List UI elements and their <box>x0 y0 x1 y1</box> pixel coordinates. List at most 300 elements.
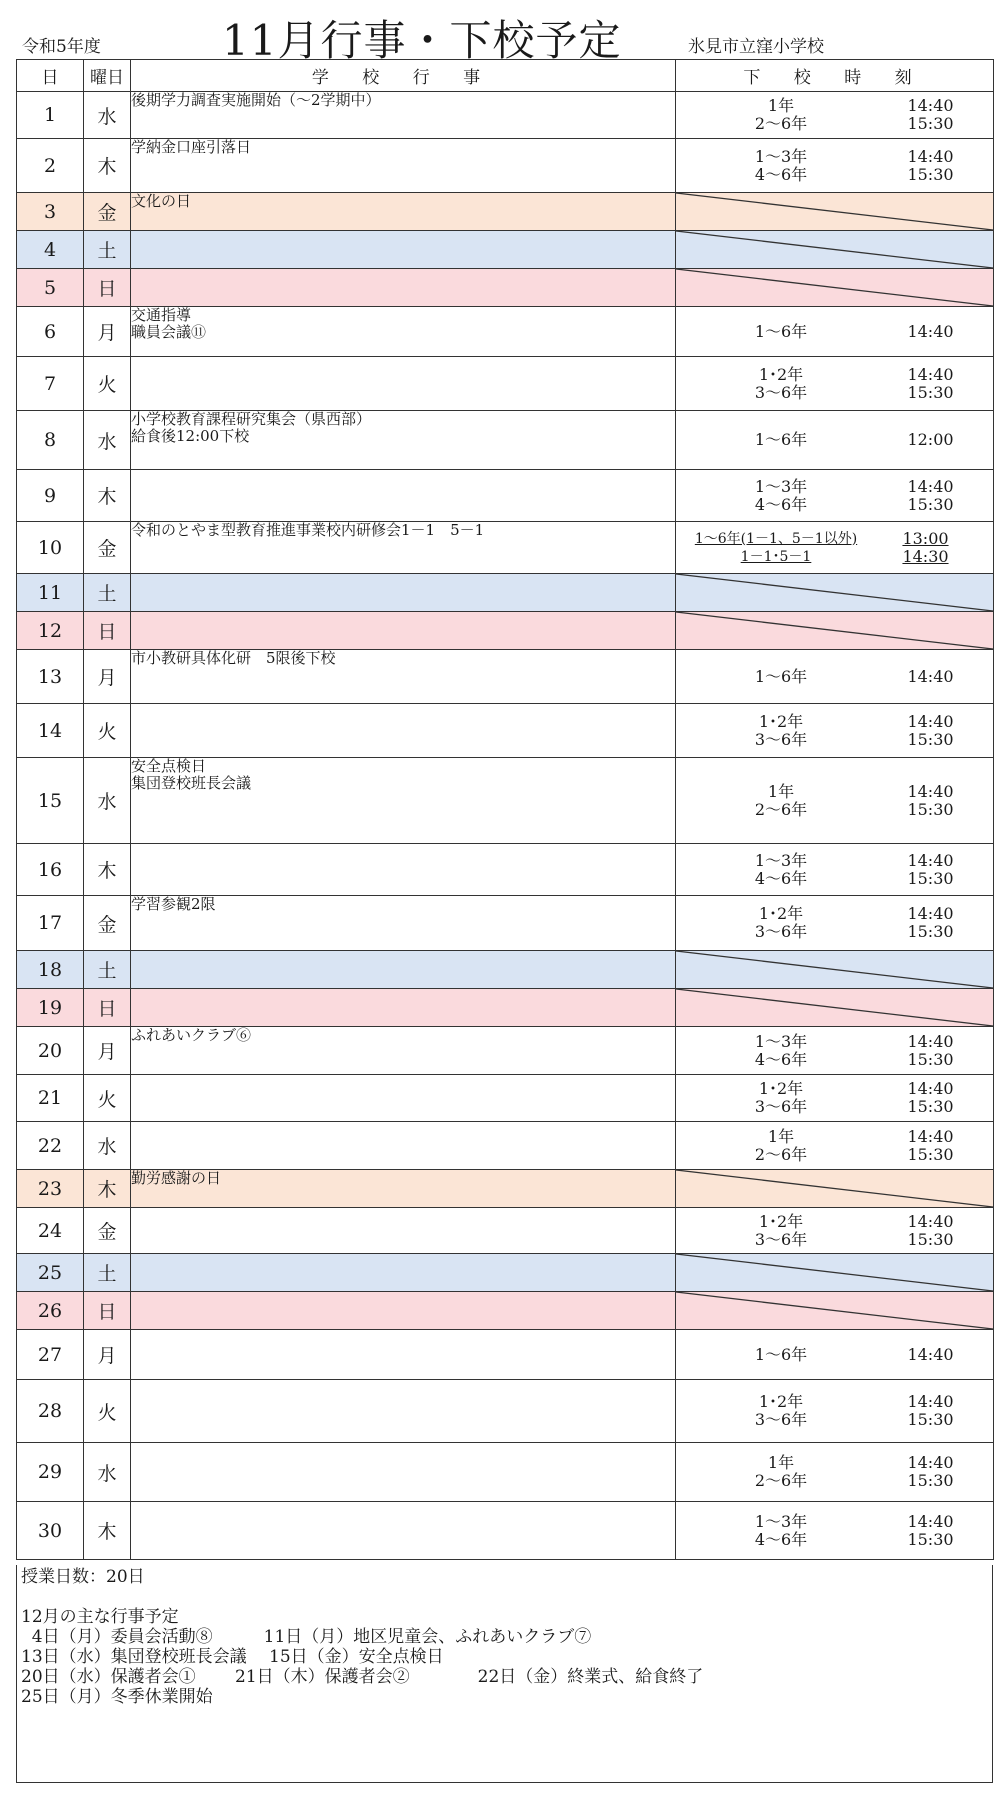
weekday: 月 <box>84 1330 131 1380</box>
dismissal-line <box>676 713 993 731</box>
dismissal-time-cell <box>676 704 994 758</box>
dismissal-time-cell <box>676 307 994 357</box>
dismissal-line <box>676 323 993 341</box>
time-value: 15:30 <box>907 494 954 514</box>
dismissal-time-cell <box>676 650 994 704</box>
table-row <box>17 951 994 989</box>
weekday: 土 <box>84 574 131 612</box>
table-row <box>17 193 994 231</box>
school-event-cell <box>131 470 676 522</box>
day-number: 5 <box>17 269 84 307</box>
dismissal-line <box>676 801 993 819</box>
no-school-slash <box>676 1292 993 1329</box>
grade-label: 1年 <box>767 96 795 115</box>
weekday: 水 <box>84 1122 131 1170</box>
event-text: 小学校教育課程研究集会（県西部） <box>131 410 372 428</box>
table-row <box>17 139 994 193</box>
school-event-cell <box>131 92 676 139</box>
dismissal-line <box>676 1128 993 1146</box>
next-month-item: 20日（水）保護者会① 21日（木）保護者会② 22日（金）終業式、給食終了 <box>21 1667 704 1687</box>
dismissal-line <box>676 530 993 548</box>
dismissal-line <box>676 431 993 449</box>
day-number: 27 <box>17 1330 84 1380</box>
dismissal-time-cell <box>676 1502 994 1560</box>
dismissal-time-cell <box>676 1254 994 1292</box>
dismissal-time-cell <box>676 951 994 989</box>
weekday: 日 <box>84 269 131 307</box>
time-value: 14:40 <box>907 850 954 870</box>
grade-label: 4～6年 <box>754 1049 808 1069</box>
next-month-item: 4日（月）委員会活動⑧ 11日（月）地区児童会、ふれあいクラブ⑦ <box>21 1627 592 1647</box>
column-header-dismissal-time: 下 校 時 刻 <box>676 60 994 92</box>
time-value: 14:40 <box>907 146 954 166</box>
dismissal-time-cell <box>676 357 994 411</box>
grade-label: 1年 <box>767 781 795 801</box>
no-school-slash <box>676 231 993 268</box>
dismissal-time-cell <box>676 1170 994 1208</box>
day-number: 4 <box>17 231 84 269</box>
weekday: 金 <box>84 896 131 951</box>
school-name: 氷見市立窪小学校 <box>688 37 824 57</box>
weekday: 木 <box>84 1502 131 1560</box>
weekday: 月 <box>84 1027 131 1075</box>
dismissal-line <box>676 1531 993 1549</box>
dismissal-line <box>676 1513 993 1531</box>
no-school-slash <box>676 1254 993 1291</box>
weekday: 土 <box>84 231 131 269</box>
school-event-cell <box>131 1502 676 1560</box>
day-number: 18 <box>17 951 84 989</box>
dismissal-line <box>676 496 993 514</box>
dismissal-line <box>676 668 993 686</box>
weekday: 金 <box>84 522 131 574</box>
table-row <box>17 612 994 650</box>
weekday: 月 <box>84 307 131 357</box>
table-row <box>17 307 994 357</box>
school-event-cell <box>131 1075 676 1122</box>
table-row <box>17 1027 994 1075</box>
grade-label: 4～6年 <box>754 494 808 514</box>
grade-label: 1年 <box>767 1126 795 1146</box>
dismissal-time-cell <box>676 1208 994 1254</box>
grade-label: 1･2年 <box>758 711 804 731</box>
table-row <box>17 1380 994 1443</box>
time-value: 14:40 <box>907 1031 954 1051</box>
event-text: 安全点検日 <box>131 757 207 775</box>
no-school-slash <box>676 951 993 988</box>
weekday: 水 <box>84 411 131 470</box>
time-value: 15:30 <box>907 164 954 184</box>
grade-label: 1～3年 <box>754 850 808 870</box>
schedule-table <box>16 59 994 1560</box>
table-row <box>17 1208 994 1254</box>
dismissal-line <box>676 783 993 801</box>
time-value: 15:30 <box>907 1144 954 1164</box>
dismissal-line <box>676 115 993 133</box>
dismissal-line <box>676 1411 993 1429</box>
time-value: 12:00 <box>907 430 954 449</box>
time-value: 15:30 <box>907 382 954 402</box>
grade-label: 3～6年 <box>754 382 808 402</box>
weekday: 火 <box>84 704 131 758</box>
grade-label: 1年 <box>767 1453 795 1472</box>
grade-label: 2～6年 <box>754 799 808 819</box>
class-days-count: 授業日数：20日 <box>21 1567 145 1587</box>
dismissal-time-cell <box>676 612 994 650</box>
school-event-cell <box>131 269 676 307</box>
school-event-cell <box>131 1208 676 1254</box>
table-row <box>17 1170 994 1208</box>
weekday: 金 <box>84 1208 131 1254</box>
dismissal-time-cell <box>676 844 994 896</box>
weekday: 金 <box>84 193 131 231</box>
school-event-cell <box>131 704 676 758</box>
school-event-cell <box>131 896 676 951</box>
grade-label: 1－1･5－1 <box>740 548 812 565</box>
grade-label: 1･2年 <box>758 904 804 923</box>
event-text: 勤労感謝の日 <box>131 1169 222 1187</box>
fiscal-year-label: 令和5年度 <box>22 37 101 57</box>
grade-label: 1･2年 <box>758 364 804 384</box>
school-event-cell <box>131 1254 676 1292</box>
weekday: 水 <box>84 92 131 139</box>
day-number: 6 <box>17 307 84 357</box>
school-event-cell <box>131 231 676 269</box>
school-event-cell <box>131 1170 676 1208</box>
time-value: 15:30 <box>907 729 954 749</box>
day-number: 2 <box>17 139 84 193</box>
dismissal-line <box>676 1454 993 1472</box>
table-row <box>17 231 994 269</box>
time-value: 14:40 <box>907 1453 954 1472</box>
event-text: 後期学力調査実施開始（～2学期中） <box>131 91 381 109</box>
grade-label: 1～6年 <box>754 1344 808 1364</box>
dismissal-time-cell <box>676 92 994 139</box>
event-text: 文化の日 <box>131 192 192 210</box>
grade-label: 2～6年 <box>754 1144 808 1164</box>
table-row <box>17 1254 994 1292</box>
day-number: 16 <box>17 844 84 896</box>
school-event-cell <box>131 139 676 193</box>
table-row <box>17 522 994 574</box>
table-row <box>17 269 994 307</box>
day-number: 12 <box>17 612 84 650</box>
day-number: 30 <box>17 1502 84 1560</box>
next-month-item: 13日（水）集団登校班長会議 15日（金）安全点検日 <box>21 1647 444 1667</box>
weekday: 土 <box>84 951 131 989</box>
day-number: 15 <box>17 758 84 844</box>
header-row <box>17 60 994 92</box>
table-row <box>17 574 994 612</box>
dismissal-line <box>676 1213 993 1231</box>
time-value: 15:30 <box>907 1229 954 1249</box>
no-school-slash <box>676 989 993 1026</box>
dismissal-line <box>676 97 993 115</box>
table-row <box>17 650 994 704</box>
school-event-cell <box>131 612 676 650</box>
dismissal-time-cell <box>676 470 994 522</box>
day-number: 13 <box>17 650 84 704</box>
column-header-day: 日 <box>17 60 84 92</box>
dismissal-line <box>676 1033 993 1051</box>
time-value: 15:30 <box>907 799 954 819</box>
grade-label: 3～6年 <box>754 922 808 941</box>
day-number: 10 <box>17 522 84 574</box>
dismissal-line <box>676 1393 993 1411</box>
grade-label: 4～6年 <box>754 164 808 184</box>
event-text: 市小教研具体化研 5限後下校 <box>131 649 336 667</box>
time-value: 14:40 <box>907 364 954 384</box>
column-header-event: 学 校 行 事 <box>131 60 676 92</box>
dismissal-line <box>676 166 993 184</box>
time-value: 15:30 <box>907 1471 954 1490</box>
school-event-cell <box>131 1122 676 1170</box>
time-value: 14:40 <box>907 781 954 801</box>
time-value: 14:40 <box>907 1392 954 1411</box>
day-number: 28 <box>17 1380 84 1443</box>
day-number: 29 <box>17 1443 84 1502</box>
dismissal-line <box>676 923 993 941</box>
dismissal-time-cell <box>676 1380 994 1443</box>
day-number: 22 <box>17 1122 84 1170</box>
no-school-slash <box>676 269 993 306</box>
weekday: 水 <box>84 1443 131 1502</box>
event-text: 学納金口座引落日 <box>131 138 252 156</box>
dismissal-line <box>676 384 993 402</box>
notes-box <box>16 1565 993 1783</box>
grade-label: 1･2年 <box>758 1392 804 1411</box>
dismissal-line <box>676 1080 993 1098</box>
day-number: 25 <box>17 1254 84 1292</box>
table-row <box>17 1443 994 1502</box>
grade-label: 3～6年 <box>754 729 808 749</box>
table-row <box>17 758 994 844</box>
event-text: 学習参観2限 <box>131 895 216 913</box>
time-value: 14:40 <box>907 321 954 341</box>
time-value: 14:40 <box>907 476 954 496</box>
day-number: 23 <box>17 1170 84 1208</box>
table-row <box>17 989 994 1027</box>
weekday: 火 <box>84 1075 131 1122</box>
school-event-cell <box>131 1443 676 1502</box>
grade-label: 2～6年 <box>754 114 808 133</box>
event-text: 職員会議⑪ <box>131 323 207 341</box>
event-text: ふれあいクラブ⑥ <box>131 1026 252 1044</box>
weekday: 火 <box>84 357 131 411</box>
dismissal-line <box>676 1231 993 1249</box>
day-number: 3 <box>17 193 84 231</box>
event-text: 令和のとやま型教育推進事業校内研修会1－1 5－1 <box>131 521 485 539</box>
school-event-cell <box>131 522 676 574</box>
school-event-cell <box>131 193 676 231</box>
dismissal-time-cell <box>676 193 994 231</box>
spacer <box>21 1587 988 1607</box>
dismissal-time-cell <box>676 1292 994 1330</box>
day-number: 11 <box>17 574 84 612</box>
weekday: 木 <box>84 470 131 522</box>
page-title: 11月行事・下校予定 <box>222 16 622 65</box>
day-number: 20 <box>17 1027 84 1075</box>
weekday: 木 <box>84 1170 131 1208</box>
school-event-cell <box>131 1027 676 1075</box>
next-month-item: 25日（月）冬季休業開始 <box>21 1687 213 1707</box>
table-row <box>17 1075 994 1122</box>
grade-label: 2～6年 <box>754 1471 808 1490</box>
grade-label: 1～6年 <box>754 666 808 686</box>
dismissal-time-cell <box>676 896 994 951</box>
time-value: 14:30 <box>902 546 949 566</box>
table-row <box>17 1330 994 1380</box>
school-event-cell <box>131 650 676 704</box>
dismissal-time-cell <box>676 139 994 193</box>
time-value: 14:40 <box>907 1079 954 1098</box>
school-event-cell <box>131 1380 676 1443</box>
dismissal-line <box>676 852 993 870</box>
day-number: 7 <box>17 357 84 411</box>
dismissal-line <box>676 478 993 496</box>
weekday: 月 <box>84 650 131 704</box>
dismissal-time-cell <box>676 1027 994 1075</box>
school-event-cell <box>131 951 676 989</box>
weekday: 木 <box>84 844 131 896</box>
school-event-cell <box>131 1292 676 1330</box>
time-value: 15:30 <box>907 868 954 888</box>
no-school-slash <box>676 612 993 649</box>
table-row <box>17 470 994 522</box>
table-row <box>17 704 994 758</box>
weekday: 火 <box>84 1380 131 1443</box>
event-text: 給食後12:00下校 <box>131 427 250 445</box>
dismissal-time-cell <box>676 411 994 470</box>
school-event-cell <box>131 574 676 612</box>
time-value: 14:40 <box>907 1211 954 1231</box>
grade-label: 1～3年 <box>754 1511 808 1531</box>
table-row <box>17 896 994 951</box>
grade-label: 4～6年 <box>754 868 808 888</box>
school-event-cell <box>131 357 676 411</box>
time-value: 15:30 <box>907 1049 954 1069</box>
school-event-cell <box>131 844 676 896</box>
school-event-cell <box>131 1330 676 1380</box>
school-event-cell <box>131 989 676 1027</box>
no-school-slash <box>676 1170 993 1207</box>
school-event-cell <box>131 307 676 357</box>
time-value: 14:40 <box>907 1126 954 1146</box>
grade-label: 4～6年 <box>754 1529 808 1549</box>
dismissal-line <box>676 1346 993 1364</box>
weekday: 日 <box>84 1292 131 1330</box>
time-value: 15:30 <box>907 1529 954 1549</box>
day-number: 19 <box>17 989 84 1027</box>
time-value: 14:40 <box>907 904 954 923</box>
column-header-weekday: 曜日 <box>84 60 131 92</box>
dismissal-line <box>676 548 993 566</box>
school-event-cell <box>131 411 676 470</box>
dismissal-time-cell <box>676 989 994 1027</box>
day-number: 1 <box>17 92 84 139</box>
grade-label: 3～6年 <box>754 1229 808 1249</box>
weekday: 日 <box>84 989 131 1027</box>
school-event-cell <box>131 758 676 844</box>
dismissal-time-cell <box>676 1122 994 1170</box>
dismissal-time-cell <box>676 269 994 307</box>
dismissal-time-cell <box>676 758 994 844</box>
table-row <box>17 1502 994 1560</box>
event-text: 交通指導 <box>131 306 192 324</box>
time-value: 14:40 <box>907 711 954 731</box>
time-value: 15:30 <box>907 1097 954 1116</box>
weekday: 木 <box>84 139 131 193</box>
dismissal-line <box>676 148 993 166</box>
day-number: 21 <box>17 1075 84 1122</box>
grade-label: 1～3年 <box>754 146 808 166</box>
event-text: 集団登校班長会議 <box>131 774 252 792</box>
grade-label: 3～6年 <box>754 1410 808 1429</box>
day-number: 8 <box>17 411 84 470</box>
grade-label: 3～6年 <box>754 1097 808 1116</box>
table-row <box>17 1292 994 1330</box>
time-value: 15:30 <box>907 114 954 133</box>
dismissal-line <box>676 905 993 923</box>
time-value: 14:40 <box>907 666 954 686</box>
grade-label: 1･2年 <box>758 1211 804 1231</box>
schedule-body <box>17 92 994 1560</box>
dismissal-time-cell <box>676 1443 994 1502</box>
weekday: 日 <box>84 612 131 650</box>
grade-label: 1～6年(1－1、5－1以外) <box>694 530 858 547</box>
dismissal-time-cell <box>676 574 994 612</box>
day-number: 14 <box>17 704 84 758</box>
table-row <box>17 1122 994 1170</box>
time-value: 14:40 <box>907 1344 954 1364</box>
dismissal-line <box>676 366 993 384</box>
no-school-slash <box>676 574 993 611</box>
day-number: 24 <box>17 1208 84 1254</box>
table-row <box>17 844 994 896</box>
table-row <box>17 92 994 139</box>
weekday: 土 <box>84 1254 131 1292</box>
time-value: 14:40 <box>907 96 954 115</box>
dismissal-time-cell <box>676 522 994 574</box>
grade-label: 1･2年 <box>758 1079 804 1098</box>
weekday: 水 <box>84 758 131 844</box>
grade-label: 1～3年 <box>754 1031 808 1051</box>
time-value: 14:40 <box>907 1511 954 1531</box>
no-school-slash <box>676 193 993 230</box>
dismissal-line <box>676 1472 993 1490</box>
day-number: 17 <box>17 896 84 951</box>
grade-label: 1～6年 <box>754 430 808 449</box>
grade-label: 1～6年 <box>754 321 808 341</box>
day-number: 9 <box>17 470 84 522</box>
time-value: 13:00 <box>902 528 949 548</box>
dismissal-time-cell <box>676 1075 994 1122</box>
table-row <box>17 357 994 411</box>
next-month-heading: 12月の主な行事予定 <box>21 1607 179 1627</box>
dismissal-line <box>676 870 993 888</box>
dismissal-time-cell <box>676 231 994 269</box>
day-number: 26 <box>17 1292 84 1330</box>
dismissal-line <box>676 731 993 749</box>
time-value: 15:30 <box>907 922 954 941</box>
dismissal-time-cell <box>676 1330 994 1380</box>
grade-label: 1～3年 <box>754 476 808 496</box>
dismissal-line <box>676 1098 993 1116</box>
dismissal-line <box>676 1146 993 1164</box>
time-value: 15:30 <box>907 1410 954 1429</box>
dismissal-line <box>676 1051 993 1069</box>
table-row <box>17 411 994 470</box>
